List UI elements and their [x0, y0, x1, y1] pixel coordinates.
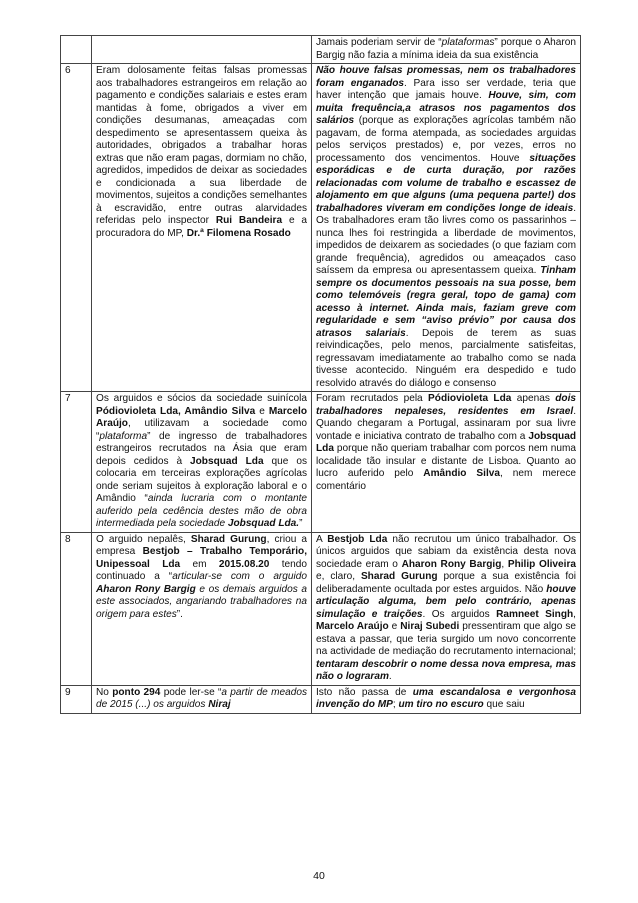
text-run: Philip Oliveira	[507, 558, 576, 570]
text-run: e, claro,	[316, 571, 361, 582]
text-run: que saiu	[483, 699, 525, 710]
text-run: pressentiram que algo se estava a passar, que teria surgido um novo concorrente na actividade de mediação do recrutamento internacional;	[316, 621, 576, 657]
text-run: Não houve falsas promessas, nem os trabalhadores foram enganados	[316, 65, 576, 89]
table-row	[61, 685, 581, 713]
text-run: ;	[392, 699, 399, 710]
row-number-cell: 8	[61, 532, 92, 685]
text-run: Jobsquad Lda	[316, 430, 576, 454]
text-run: Bestjob Lda	[327, 533, 388, 545]
text-run: articular-se com o arguido	[172, 571, 307, 582]
text-run: porque não queriam trabalhar com porcos nem numa localidade tão insular e distante de Lisboa. Quanto ao lucro auferido pelo	[316, 443, 576, 479]
text-run: Jobsquad Lda	[190, 455, 264, 467]
response-cell	[312, 36, 581, 64]
text-run: um tiro no escuro	[398, 699, 484, 710]
text-run: ” de ingresso de trabalhadores estrangeiros recrutados na Ásia que eram depois cedidos à	[96, 430, 307, 467]
text-run: Sharad Gurung	[360, 571, 438, 582]
text-run: e os demais arguidos a este associados, angariando trabalhadores na origem para estes	[96, 583, 307, 620]
text-run: ”.	[176, 608, 183, 620]
text-run: Tinham sempre os documentos pessoais na sua posse, bem como telemóveis (regra geral, topo de gama) com acesso à internet. Ainda mais, faziam greve com regularidade e sem “aviso prévio” por causa dos atrasos salariais	[316, 265, 576, 339]
text-run: que os colocaria em terceiras explorações agrícolas onde seriam sujeitos à exploração laboral e o Amândio “	[96, 455, 308, 504]
text-run: e a procuradora do MP,	[96, 215, 307, 239]
response-cell	[312, 685, 581, 713]
text-run: ainda lucraria com o montante auferido pela cedência destes mão de obra intermediada pela sociedade	[96, 493, 307, 529]
row-number-cell	[61, 36, 92, 64]
text-run: . Depois de terem as suas reivindicações, pelo menos, parcialmente satisfeitas, regressavam imediatamente ao trabalho como se nada tivesse acontecido. Ninguém era despedido e tudo resolvido através do diálogo e consenso	[316, 327, 576, 389]
text-run: ponto 294	[112, 686, 161, 698]
text-run: Foram recrutados pela	[316, 393, 429, 404]
allegation-cell	[92, 532, 312, 685]
text-run: Pódiovioleta Lda, Amândio Silva	[96, 405, 256, 417]
page-number: 40	[313, 870, 325, 882]
text-run: No	[96, 686, 113, 698]
text-run: Amândio Silva	[423, 468, 500, 479]
text-run: O arguido nepalês,	[96, 533, 191, 545]
table-row	[61, 532, 581, 685]
text-run: ,	[573, 608, 576, 620]
text-run: ,	[501, 558, 508, 570]
text-run: Jamais poderiam servir de “	[316, 37, 442, 48]
response-cell	[312, 392, 581, 533]
text-run: Os arguidos e sócios da sociedade suinícola	[96, 393, 307, 404]
allegation-cell	[92, 36, 312, 64]
text-run: em	[180, 558, 219, 570]
text-run: , criou a empresa	[96, 533, 307, 557]
text-run: tendo continuado a “	[96, 558, 307, 582]
text-run: . Para isso ser verdade, teria que haver intenção que jamais houve.	[316, 77, 576, 101]
text-run: Isto não passa de	[316, 686, 413, 698]
text-run: Aharon Rony Bargig	[401, 558, 502, 570]
claims-table	[60, 35, 581, 714]
text-run: .	[388, 671, 392, 682]
allegation-cell	[92, 685, 312, 713]
allegation-cell	[92, 392, 312, 533]
text-run: Eram dolosamente feitas falsas promessas aos trabalhadores estrangeiros em relação ao pagamento e condições salariais e estes eram mantidas à fome, obrigados a viver em condições desumanas, ameaçadas com despedimento se apresentassem queixa às autoridades, obrigados a trabalhar horas extras que não eram pagas, dormiam no chão, agredidos, impedidos de deixar as sociedades e condicionada a sua liberdade de movimentos, sujeitos a condições semelhantes à escravidão, entre outras alarvidades referidas pelo inspector	[96, 65, 307, 226]
text-run: apenas	[511, 393, 556, 404]
text-run: não recrutou um único trabalhador. Os únicos arguidos que sabiam da existência desta nova sociedade eram o	[316, 533, 577, 570]
text-run: e	[255, 405, 269, 417]
text-run: A	[316, 533, 328, 545]
allegation-cell	[92, 64, 312, 392]
text-run: Ramneet Singh	[496, 608, 574, 620]
row-number-cell: 6	[61, 64, 92, 392]
text-run: (porque as explorações agrícolas também não pagavam, de forma atempada, as sociedades arguidas pelos serviços prestados) e, por vezes, erros no processamento dos vencimentos. Houve	[316, 115, 576, 164]
text-run: Aharon Rony Bargig	[96, 583, 196, 595]
response-cell	[312, 532, 581, 685]
text-run: , utilizavam a sociedade como “	[96, 418, 307, 442]
text-run: . Os trabalhadores eram tão livres como os passarinhos – nunca lhes foi restringida a liberdade de movimentos, impedidos de deixarem as sociedades (o que faziam com grande frequência), agredidos ou ameaçados caso saíssem da empresa ou apresentassem queixa.	[316, 202, 576, 276]
claims-table-body	[61, 36, 581, 714]
text-run: houve articulação alguma, bem pelo contrário, apenas simulação e traições	[316, 583, 576, 620]
text-run: Jobsquad Lda.	[227, 518, 300, 529]
text-run: tentaram descobrir o nome dessa nova empresa, mas não o lograram	[316, 658, 576, 682]
text-run: ”	[299, 518, 303, 529]
text-run: e	[388, 621, 401, 632]
text-run: plataforma	[99, 430, 148, 442]
text-run: Rui Bandeira	[215, 215, 283, 226]
text-run: Marcelo Araújo	[96, 405, 307, 429]
text-run: dois trabalhadores nepaleses, residentes em Israel	[316, 393, 576, 417]
table-row	[61, 36, 581, 64]
text-run: , nem merece comentário	[316, 468, 576, 492]
text-run: Pódiovioleta Lda	[428, 393, 512, 404]
text-run: . Quando chegaram a Portugal, assinaram por sua livre vontade e iniciativa contrato de trabalho com a	[316, 405, 576, 442]
text-run: situações esporádicas e de curta duração, por razões relacionadas com volume de trabalho e escassez de alojamento em que alguns (uma pequena parte!) dos trabalhadores viveram em condições longe de ideais	[316, 152, 576, 214]
row-number-cell: 7	[61, 392, 92, 533]
response-cell	[312, 64, 581, 392]
text-run: a partir de meados de 2015 (...) os arguidos	[96, 686, 308, 710]
table-row	[61, 392, 581, 533]
text-run: Marcelo Araújo	[316, 621, 389, 632]
text-run: 2015.08.20	[218, 558, 270, 570]
text-run: Sharad Gurung	[190, 533, 267, 545]
text-run: Niraj	[208, 699, 231, 710]
text-run: porque a sua existência foi deliberadamente ocultada por estes arguidos. Não	[316, 571, 577, 595]
text-run: Houve, sim, com muita frequência,a atrasos nos pagamentos dos salários	[316, 90, 576, 126]
text-run: Niraj Subedi	[400, 621, 460, 632]
text-run: Bestjob – Trabalho Temporário, Unipessoal Lda	[96, 546, 308, 570]
text-run: Dr.ª Filomena Rosado	[186, 227, 291, 239]
row-number-cell: 9	[61, 685, 92, 713]
text-run: ” porque o Aharon Bargig não fazia a mínima ideia da sua existência	[316, 37, 577, 61]
text-run: uma escandalosa e vergonhosa invenção do MP	[316, 686, 576, 710]
text-run: plataformas	[441, 37, 495, 48]
table-row	[61, 64, 581, 392]
text-run: . Os arguidos	[422, 608, 497, 620]
text-run: pode ler-se “	[160, 686, 222, 698]
